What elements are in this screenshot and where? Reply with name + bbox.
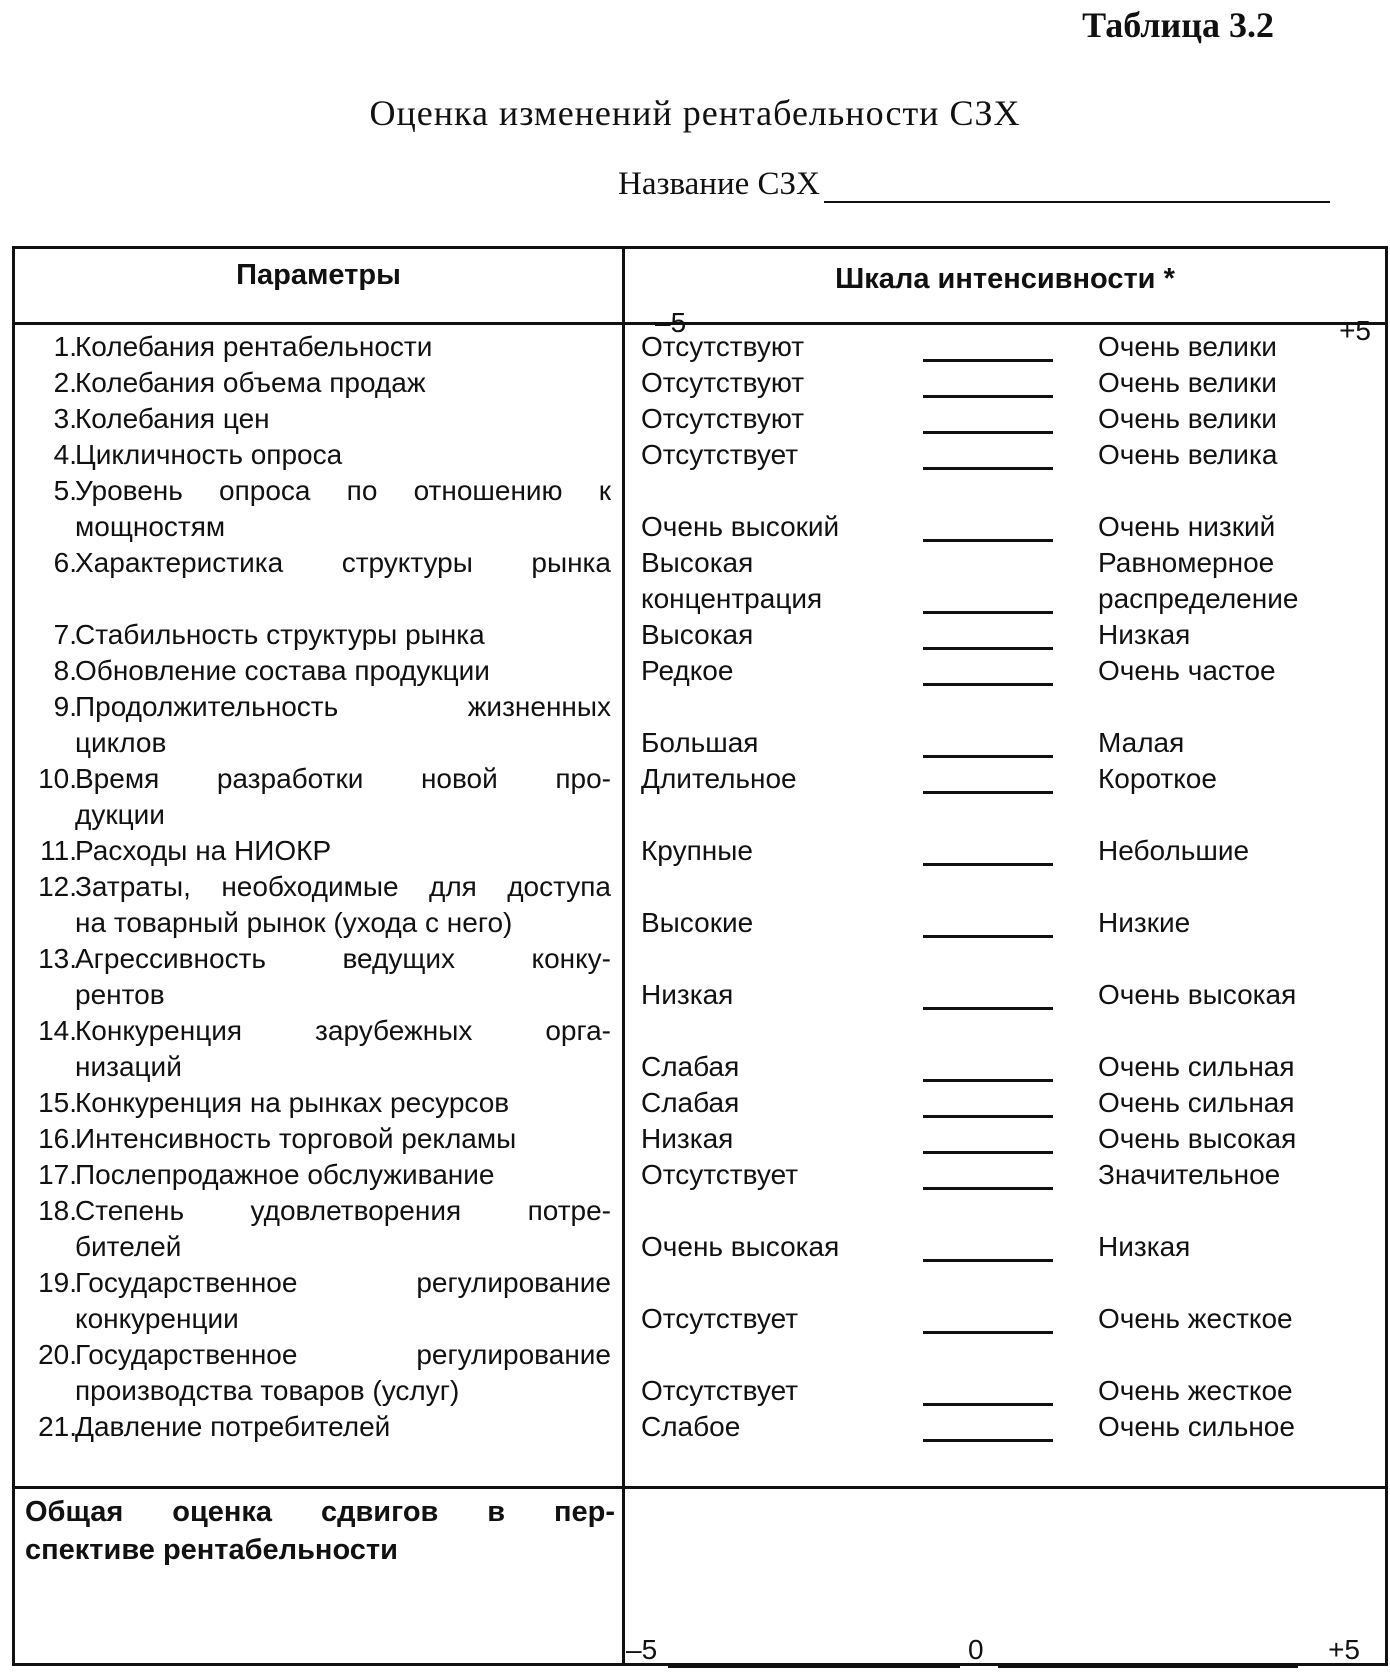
parameter-label: Колебания цен — [75, 403, 270, 434]
scale-low-label: Отсутствуют — [641, 331, 805, 362]
rating-blank-line — [923, 431, 1053, 434]
table-row — [15, 545, 1385, 581]
scale-low-label: Очень высокий — [641, 511, 840, 542]
parameter-label: Послепродажное обслуживание — [75, 1159, 495, 1190]
rating-blank-line — [923, 1403, 1053, 1406]
scale-high-label: Значительное — [1098, 1159, 1281, 1190]
scale-low-label: Очень высокая — [641, 1231, 840, 1262]
table-row — [15, 977, 1385, 1013]
scale-low-label: Высокие — [641, 907, 754, 938]
parameter-label: бителей — [75, 1231, 182, 1262]
table-row — [15, 869, 1385, 905]
table-row — [15, 1193, 1385, 1229]
scale-high-label: Малая — [1098, 727, 1185, 758]
parameter-label: Колебания объема продаж — [75, 367, 426, 398]
scale-high-label: Низкая — [1098, 619, 1191, 650]
header-scale-min: –5 — [655, 307, 687, 338]
rating-blank-line — [923, 1439, 1053, 1442]
summary-line-left — [668, 1666, 960, 1668]
rating-blank-line — [923, 791, 1053, 794]
row-number: 17. — [38, 1159, 77, 1190]
scale-low-label: Низкая — [641, 979, 734, 1010]
summary-scale-max: +5 — [1328, 1634, 1360, 1665]
scale-low-label: Длительное — [641, 763, 797, 794]
rating-blank-line — [923, 647, 1053, 650]
summary-divider — [15, 1486, 1385, 1489]
parameter-label: производства товаров (услуг) — [75, 1375, 460, 1406]
table-row — [15, 365, 1385, 401]
parameter-label: Продолжительность жизненных — [75, 691, 611, 722]
rating-blank-line — [923, 539, 1053, 542]
rating-blank-line — [923, 1007, 1053, 1010]
scale-low-label: Отсутствует — [641, 1375, 799, 1406]
parameter-label: мощностям — [75, 511, 226, 542]
scale-low-label: Слабая — [641, 1087, 740, 1118]
table-row — [15, 1265, 1385, 1301]
table-row — [15, 653, 1385, 689]
row-number: 18. — [38, 1195, 77, 1226]
row-number: 3. — [53, 403, 77, 434]
scale-high-label: Очень частое — [1098, 655, 1276, 686]
parameter-label: Цикличность опроса — [75, 439, 343, 470]
scale-low-label: Слабое — [641, 1411, 741, 1442]
table-row — [15, 1049, 1385, 1085]
scale-low-label: Большая — [641, 727, 759, 758]
table-row — [15, 1229, 1385, 1265]
parameter-label: Время разработки новой про- — [75, 763, 611, 794]
scale-high-label: Очень велика — [1098, 439, 1278, 470]
parameter-label: Колебания рентабельности — [75, 331, 433, 362]
table-row — [15, 1301, 1385, 1337]
parameter-label: рентов — [75, 979, 165, 1010]
name-field — [618, 166, 1330, 203]
table-row — [15, 725, 1385, 761]
rating-blank-line — [923, 359, 1053, 362]
rating-blank-line — [923, 467, 1053, 470]
row-number: 11. — [40, 835, 77, 866]
table-row — [15, 833, 1385, 869]
document-title: Оценка изменений рентабельности СЗХ — [369, 93, 1021, 133]
row-number: 9. — [53, 691, 77, 722]
table-label: Таблица 3.2 — [1082, 5, 1274, 45]
scale-low-label: Крупные — [641, 835, 753, 866]
scale-low-label: Высокая — [641, 619, 754, 650]
rating-blank-line — [923, 611, 1053, 614]
scale-high-label: Очень низкий — [1098, 511, 1276, 542]
parameter-label: Агрессивность ведущих конку- — [75, 943, 611, 974]
parameter-label: Затраты, необходимые для доступа — [75, 871, 611, 902]
parameter-label: низаций — [75, 1051, 182, 1082]
table-row — [15, 581, 1385, 617]
name-label: Название СЗХ — [618, 166, 820, 202]
row-number: 19. — [38, 1267, 77, 1298]
table-row — [15, 689, 1385, 725]
table-row — [15, 1337, 1385, 1373]
table-row — [15, 1013, 1385, 1049]
summary-scale — [626, 1634, 1360, 1674]
rating-blank-line — [923, 1079, 1053, 1082]
parameter-label: Характеристика структуры рынка — [75, 547, 611, 578]
table-row — [15, 1157, 1385, 1193]
summary-scale-mid: 0 — [968, 1634, 984, 1665]
row-number: 21. — [38, 1411, 77, 1442]
scale-low-label: Высокая — [641, 547, 754, 578]
scale-low-label: Отсутствуют — [641, 403, 805, 434]
table-row — [15, 941, 1385, 977]
scale-high-label: Низкая — [1098, 1231, 1191, 1262]
parameter-label: Государственное регулирование — [75, 1339, 611, 1370]
table-row — [15, 1121, 1385, 1157]
parameter-label: Степень удовлетворения потре- — [75, 1195, 611, 1226]
table-row — [15, 1085, 1385, 1121]
parameter-label: конкуренции — [75, 1303, 239, 1334]
parameter-label: Расходы на НИОКР — [75, 835, 332, 866]
scale-low-label: Отсутствует — [641, 1303, 799, 1334]
parameter-label: на товарный рынок (ухода с него) — [75, 907, 513, 938]
row-number: 6. — [53, 547, 77, 578]
row-number: 2. — [53, 367, 77, 398]
scale-low-label: Низкая — [641, 1123, 734, 1154]
row-number: 20. — [38, 1339, 77, 1370]
parameter-label: Уровень опроса по отношению к — [75, 475, 611, 506]
rating-blank-line — [923, 755, 1053, 758]
table-row — [15, 905, 1385, 941]
scale-high-label: Низкие — [1098, 907, 1191, 938]
scale-low-label: Отсутствует — [641, 439, 799, 470]
scale-high-label: Очень велики — [1098, 403, 1277, 434]
evaluation-table — [12, 246, 1388, 1666]
row-number: 10. — [38, 763, 77, 794]
header-scale: Шкала интенсивности * — [835, 263, 1175, 295]
row-number: 15. — [38, 1087, 77, 1118]
row-number: 16. — [38, 1123, 77, 1154]
row-number: 13. — [38, 943, 77, 974]
scale-low-label: Редкое — [641, 655, 734, 686]
scale-low-label: Отсутствует — [641, 1159, 799, 1190]
scale-high-label: Очень жесткое — [1098, 1303, 1293, 1334]
parameter-label: Стабильность структуры рынка — [75, 619, 485, 650]
row-number: 14. — [38, 1015, 77, 1046]
parameter-label: Государственное регулирование — [75, 1267, 611, 1298]
parameter-label: Обновление состава продукции — [75, 655, 490, 686]
header-scale-max: +5 — [1339, 315, 1371, 346]
row-number: 12. — [38, 871, 77, 902]
rating-blank-line — [923, 683, 1053, 686]
rating-blank-line — [923, 935, 1053, 938]
scale-high-label: Очень сильное — [1098, 1411, 1295, 1442]
summary-scale-min: –5 — [626, 1634, 658, 1665]
table-row — [15, 437, 1385, 473]
scale-high-label: Очень высокая — [1098, 979, 1297, 1010]
table-row — [15, 509, 1385, 545]
scale-high-label: Очень велики — [1098, 331, 1277, 362]
scale-high-label: распределение — [1098, 583, 1299, 614]
rating-blank-line — [923, 1151, 1053, 1154]
rating-blank-line — [923, 1259, 1053, 1262]
table-row — [15, 1373, 1385, 1409]
row-number: 4. — [53, 439, 77, 470]
scale-high-label: Очень сильная — [1098, 1087, 1295, 1118]
table-row — [15, 401, 1385, 437]
table-row — [15, 1409, 1385, 1445]
table-row — [15, 761, 1385, 797]
header-params: Параметры — [236, 259, 401, 291]
summary-label-line: Общая оценка сдвигов в пер- — [25, 1496, 615, 1528]
parameter-label: Конкуренция на рынках ресурсов — [75, 1087, 510, 1118]
rating-blank-line — [923, 1115, 1053, 1118]
parameter-label: циклов — [75, 727, 167, 758]
table-row — [15, 329, 1385, 365]
table-row — [15, 473, 1385, 509]
row-number: 1. — [53, 331, 77, 362]
scale-high-label: Равномерное — [1098, 547, 1275, 578]
scale-high-label: Небольшие — [1098, 835, 1250, 866]
scale-low-label: Слабая — [641, 1051, 740, 1082]
header-divider — [15, 322, 1385, 325]
row-number: 8. — [53, 655, 77, 686]
scale-low-label: Отсутствуют — [641, 367, 805, 398]
scale-high-label: Очень велики — [1098, 367, 1277, 398]
row-number: 5. — [53, 475, 77, 506]
rating-blank-line — [923, 863, 1053, 866]
scale-high-label: Очень жесткое — [1098, 1375, 1293, 1406]
rating-blank-line — [923, 1187, 1053, 1190]
scale-high-label: Короткое — [1098, 763, 1217, 794]
scale-high-label: Очень сильная — [1098, 1051, 1295, 1082]
summary-label-line: спективе рентабельности — [25, 1534, 398, 1566]
name-blank-line — [824, 171, 1330, 203]
scale-high-label: Очень высокая — [1098, 1123, 1297, 1154]
scale-low-label: концентрация — [641, 583, 823, 614]
table-row — [15, 617, 1385, 653]
rating-blank-line — [923, 1331, 1053, 1334]
parameter-label: Интенсивность торговой рекламы — [75, 1123, 517, 1154]
rating-blank-line — [923, 395, 1053, 398]
summary-line-right — [998, 1666, 1298, 1668]
table-row — [15, 797, 1385, 833]
parameter-label: Давление потребителей — [75, 1411, 391, 1442]
parameter-label: Конкуренция зарубежных орга- — [75, 1015, 611, 1046]
parameter-label: дукции — [75, 799, 165, 830]
row-number: 7. — [53, 619, 77, 650]
